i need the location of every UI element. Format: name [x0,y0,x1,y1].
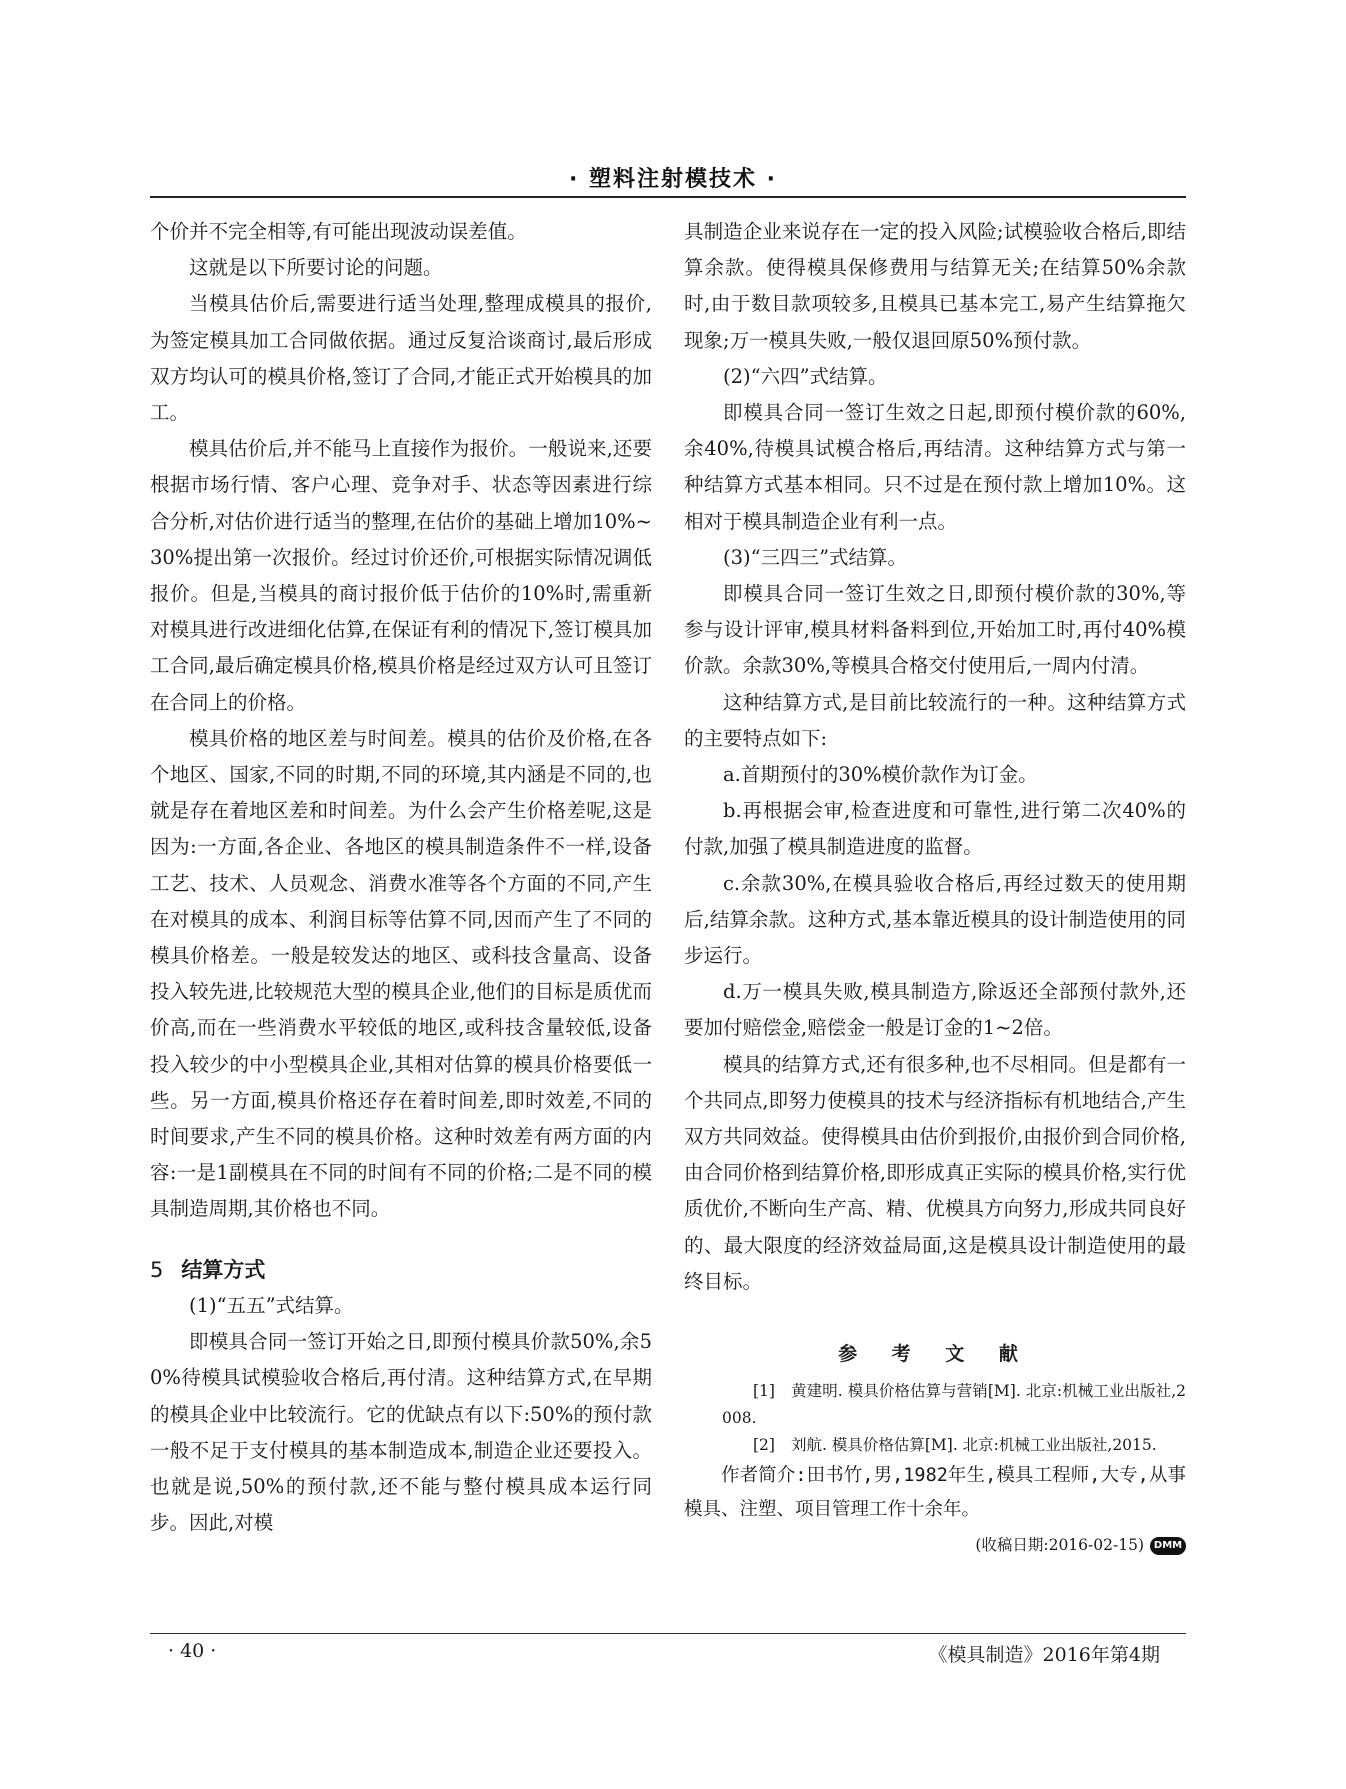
paragraph: d.万一模具失败,模具制造方,除返还全部预付款外,还要加付赔偿金,赔偿金一般是订金的1~2倍。 [684,980,1186,1040]
paragraph: 模具价格的地区差与时间差。模具的估价及价格,在各个地区、国家,不同的时期,不同的环境,其内涵是不同的,也就是存在着地区差和时间差。为什么会产生价格差呢,这是因为:一方面,各企业、各地区的模具制造条件不一样,设备工艺、技术、人员观念、消费水准等各个方面的不同,产生在对模具的成本、利润目标等估算不同,因而产生了不同的模具价格差。一般是较发达的地区、或科技含量高、设备投入较先进,比较规范大型的模具企业,他们的目标是质优而价高,而在一些消费水平较低的地区,或科技含量较低,设备投入较少的中小型模具企业,其相对估算的模具价格要低一些。另一方面,模具价格还存在着时间差,即时效差,不同的时间要求,产生不同的模具价格。这种时效差有两方面的内容:一是1副模具在不同的时间有不同的价格;二是不同的模具制造周期,其价格也不同。 [150,726,652,1221]
section-number: 5 [150,1257,164,1282]
running-header: · 塑料注射模技术 · [568,167,778,192]
right-column [684,214,1186,1559]
reference-text: 刘航. 模具价格估算[M]. 北京:机械工业出版社,2015. [791,1436,1157,1455]
reference-text: 黄建明. 模具价格估算与营销[M]. 北京:机械工业出版社,2008. [722,1382,1186,1428]
paragraph: 当模具估价后,需要进行适当处理,整理成模具的报价,为签定模具加工合同做依据。通过反复洽谈商讨,最后形成双方均认可的模具价格,签订了合同,才能正式开始模具的加工。 [150,292,652,425]
page-number: · 40 · [168,1640,217,1662]
section-title: 结算方式 [181,1257,266,1282]
paragraph: 即模具合同一签订生效之日起,即预付模价款的60%,余40%,待模具试模合格后,再结清。这种结算方式与第一种结算方式基本相同。只不过是在预付款上增加10%。这相对于模具制造企业有利一点。 [684,401,1186,533]
dmm-logo: DMM [1150,1537,1186,1555]
paragraph: 模具估价后,并不能马上直接作为报价。一般说来,还要根据市场行情、客户心理、竞争对手、状态等因素进行综合分析,对估价进行适当的整理,在估价的基础上增加10%~30%提出第一次报价。经过讨价还价,可根据实际情况调低报价。但是,当模具的商讨报价低于估价的10%时,需重新对模具进行改进细化估算,在保证有利的情况下,签订模具加工合同,最后确定模具价格,模具价格是经过双方认可且签订在合同上的价格。 [150,437,652,714]
footer-rule [150,1633,1186,1634]
paragraph: (1)“五五”式结算。 [189,1293,354,1317]
paragraph: (3)“三四三”式结算。 [723,545,908,569]
paragraph: 这就是以下所要讨论的问题。 [189,256,443,280]
paragraph: 模具的结算方式,还有很多种,也不尽相同。但是都有一个共同点,即努力使模具的技术与经济指标有机地结合,产生双方共同效益。使得模具由估价到报价,由报价到合同价格,由合同价格到结算价格,即形成真正实际的模具价格,实行优质优价,不断向生产高、精、优模具方向努力,形成共同良好的、最大限度的经济效益局面,这是模具设计制造使用的最终目标。 [684,1052,1186,1293]
reference-item [684,1432,1186,1459]
received-text: (收稿日期:2016-02-15) [975,1536,1144,1555]
reference-item [684,1378,1186,1432]
author-intro: 作者简介:田书竹,男,1982年生,模具工程师,大专,从事模具、注塑、项目管理工作十余年。 [684,1465,1186,1521]
paragraph: b.再根据会审,检查进度和可靠性,进行第二次40%的付款,加强了模具制造进度的监督。 [684,799,1186,859]
paragraph: a.首期预付的30%模价款作为订金。 [723,763,1038,787]
journal-issue: 《模具制造》2016年第4期 [928,1644,1160,1666]
reference-number: [1] [753,1382,775,1401]
paragraph: 即模具合同一签订开始之日,即预付模具价款50%,余50%待模具试模验收合格后,再付清。这种结算方式,在早期的模具企业中比较流行。它的优缺点有以下:50%的预付款一般不足于支付模具的基本制造成本,制造企业还要投入。也就是说,50%的预付款,还不能与整付模具成本运行同步。因此,对模 [150,1330,652,1535]
paragraph: 即模具合同一签订生效之日,即预付模价款的30%,等参与设计评审,模具材料备料到位,开始加工时,再付40%模价款。余款30%,等模具合格交付使用后,一周内付清。 [684,582,1186,678]
paragraph: (2)“六四”式结算。 [723,364,888,388]
left-column [150,214,652,1541]
paragraph: 具制造企业来说存在一定的投入风险;试模验收合格后,即结算余款。使得模具保修费用与结算无关;在结算50%余款时,由于数目款项较多,且模具已基本完工,易产生结算拖欠现象;万一模具失败,一般仅退回原50%预付款。 [684,220,1186,352]
paragraph: c.余款30%,在模具验收合格后,再经过数天的使用期后,结算余款。这种方式,基本靠近模具的设计制造使用的同步运行。 [684,871,1186,968]
received-date [684,1531,1186,1559]
paragraph: 这种结算方式,是目前比较流行的一种。这种结算方式的主要特点如下: [684,690,1186,750]
paragraph: 个价并不完全相等,有可能出现波动误差值。 [150,220,527,243]
end-mark [684,1300,1186,1330]
references-heading: 参 考 文 献 [838,1343,1032,1366]
section-heading [150,1252,652,1288]
header-rule [150,196,1186,198]
reference-number: [2] [753,1436,775,1455]
